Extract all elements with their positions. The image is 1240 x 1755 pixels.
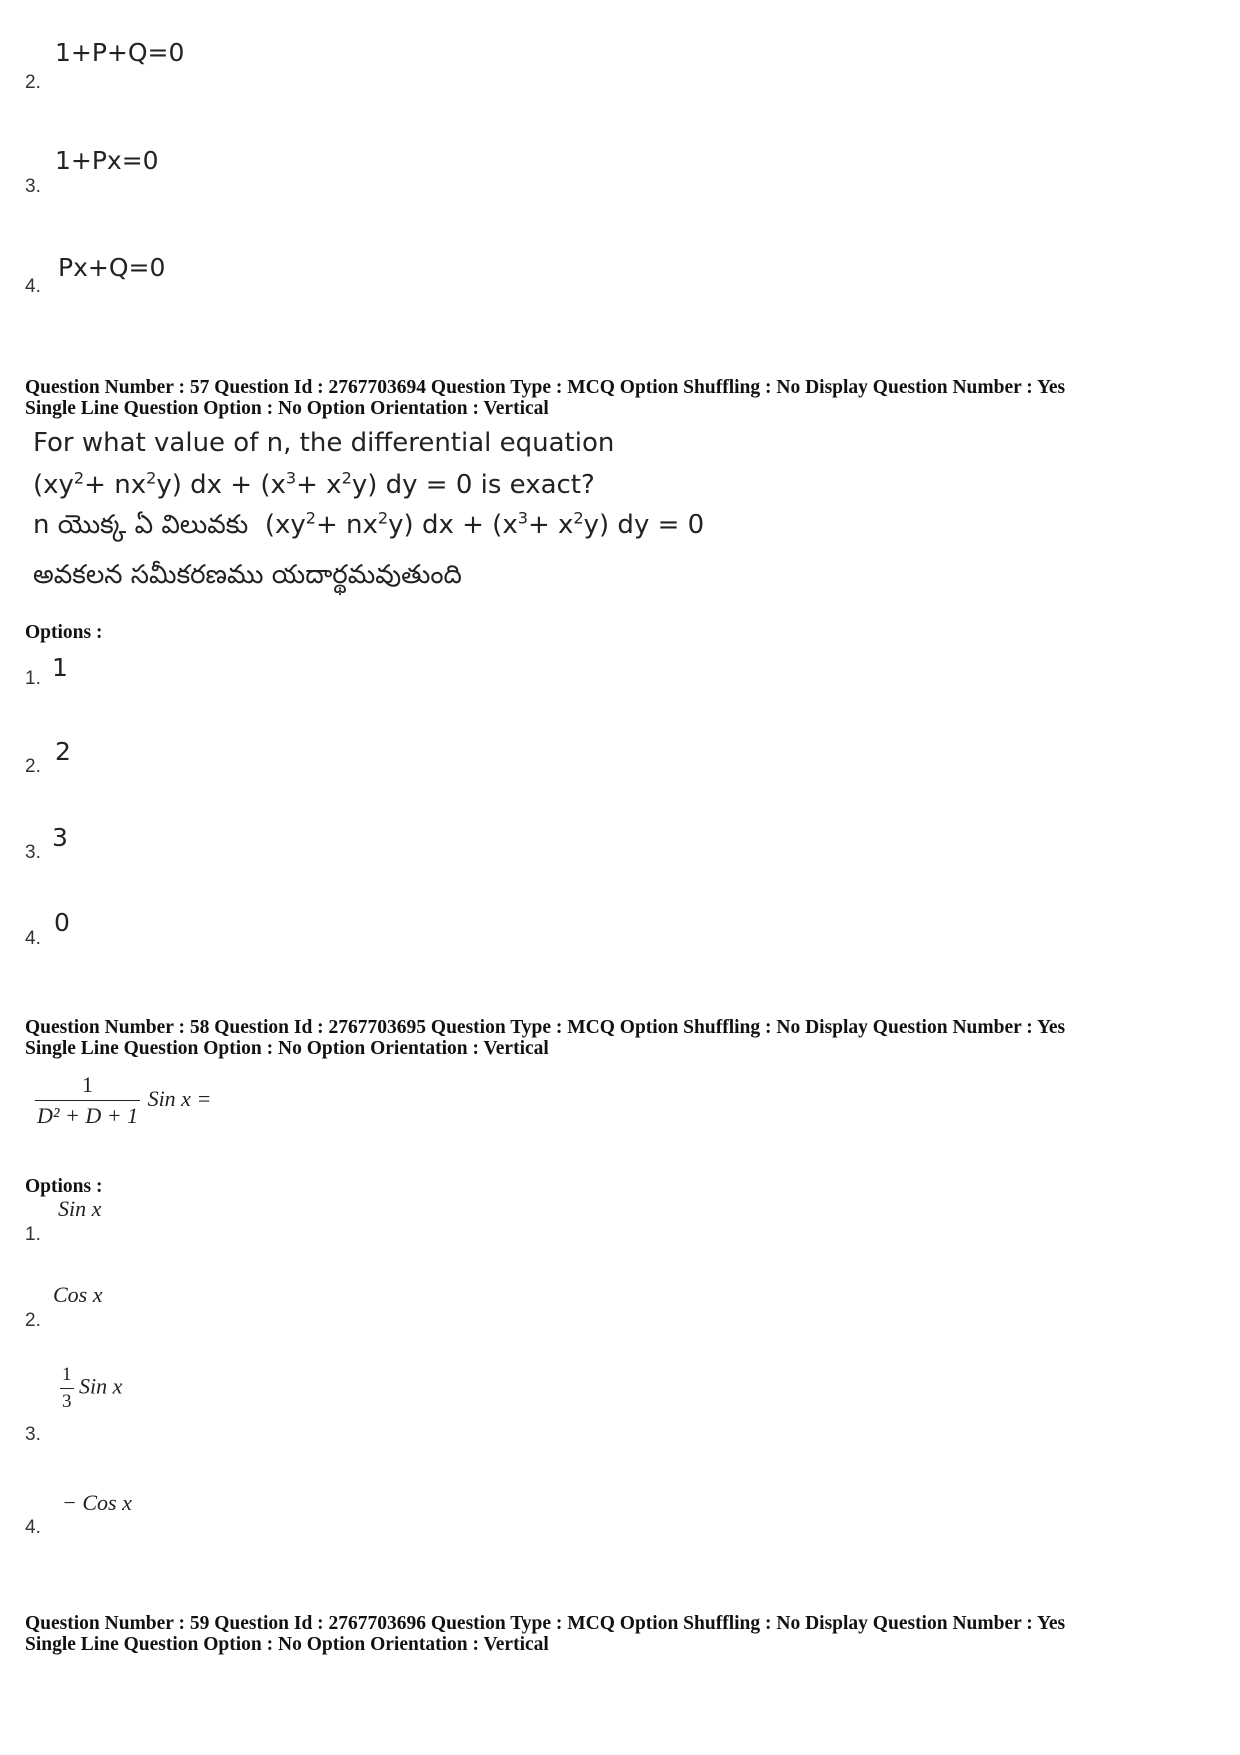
option-text: − Cos x xyxy=(62,1490,132,1515)
expression-tail: Sin x = xyxy=(147,1085,212,1111)
eq-exponent: 2 xyxy=(377,508,389,528)
question-meta-line1: Question Number : 59 Question Id : 2767703696 Question Type : MCQ Option Shuffling : No Display Question Number : Yes xyxy=(25,1613,1066,1634)
question-telugu-line1 xyxy=(33,510,704,546)
option-number: 1. xyxy=(25,1224,41,1245)
question-meta-line2: Single Line Question Option : No Option Orientation : Vertical xyxy=(25,398,549,419)
fraction xyxy=(60,1364,74,1413)
option-text: 0 xyxy=(54,908,70,937)
eq-part: y) dx + (x xyxy=(156,470,286,500)
eq-part: + x xyxy=(527,510,574,540)
question-meta-line2: Single Line Question Option : No Option Orientation : Vertical xyxy=(25,1634,549,1655)
option-number: 2. xyxy=(25,756,41,777)
eq-exponent: 2 xyxy=(73,468,85,488)
eq-exponent: 2 xyxy=(341,468,352,488)
eq-part: + x xyxy=(296,470,342,500)
option-text: 1+P+Q=0 xyxy=(55,38,185,67)
eq-exponent: 2 xyxy=(305,508,316,528)
options-label: Options : xyxy=(25,622,103,643)
eq-part: (xy xyxy=(264,510,306,540)
options-label: Options : xyxy=(25,1176,103,1197)
option-text: 2 xyxy=(55,737,71,766)
eq-part: y) dy = 0 is exact? xyxy=(351,470,595,500)
option-number: 3. xyxy=(25,842,41,863)
eq-part: (xy xyxy=(33,470,74,500)
question-equation xyxy=(33,470,595,500)
fraction-denominator: 3 xyxy=(60,1388,74,1413)
fraction-numerator: 1 xyxy=(82,1072,94,1097)
option-text: 3 xyxy=(52,823,68,852)
option-number: 1. xyxy=(25,668,41,689)
question-expression xyxy=(35,1072,211,1129)
fraction xyxy=(35,1072,140,1129)
option-expression xyxy=(60,1364,122,1413)
fraction-denominator: D² + D + 1 xyxy=(35,1100,140,1129)
option-text: Sin x xyxy=(79,1373,123,1399)
eq-exponent: 2 xyxy=(573,508,584,528)
eq-part: y) dx + (x xyxy=(388,510,518,540)
eq-exponent: 3 xyxy=(517,508,528,528)
eq-exponent: 3 xyxy=(285,468,297,488)
question-meta-line1: Question Number : 58 Question Id : 2767703695 Question Type : MCQ Option Shuffling : No Display Question Number : Yes xyxy=(25,1017,1066,1038)
option-number: 4. xyxy=(25,1517,41,1538)
fraction-numerator: 1 xyxy=(62,1364,72,1385)
question-text-line1: For what value of n, the differential equation xyxy=(33,428,615,458)
eq-part: + nx xyxy=(316,510,378,540)
option-number: 3. xyxy=(25,176,41,197)
option-number: 3. xyxy=(25,1424,41,1445)
option-text: Sin x xyxy=(58,1196,102,1221)
option-number: 2. xyxy=(25,1310,41,1331)
option-text: Px+Q=0 xyxy=(58,253,166,282)
question-meta-line2: Single Line Question Option : No Option Orientation : Vertical xyxy=(25,1038,549,1059)
option-text: 1 xyxy=(52,653,68,682)
telugu-text: n యొక్క ఏ విలువకు xyxy=(33,510,249,540)
eq-exponent: 2 xyxy=(146,468,157,488)
option-number: 4. xyxy=(25,928,41,949)
eq-part: + nx xyxy=(84,470,147,500)
eq-part: y) dy = 0 xyxy=(583,510,705,540)
option-text: Cos x xyxy=(53,1282,103,1307)
question-telugu-line2: అవకలన సమీకరణము యదార్థమవుతుంది xyxy=(33,560,462,590)
option-number: 2. xyxy=(25,72,41,93)
option-number: 4. xyxy=(25,276,41,297)
question-meta-line1: Question Number : 57 Question Id : 2767703694 Question Type : MCQ Option Shuffling : No Display Question Number : Yes xyxy=(25,377,1066,398)
option-text: 1+Px=0 xyxy=(55,146,159,175)
